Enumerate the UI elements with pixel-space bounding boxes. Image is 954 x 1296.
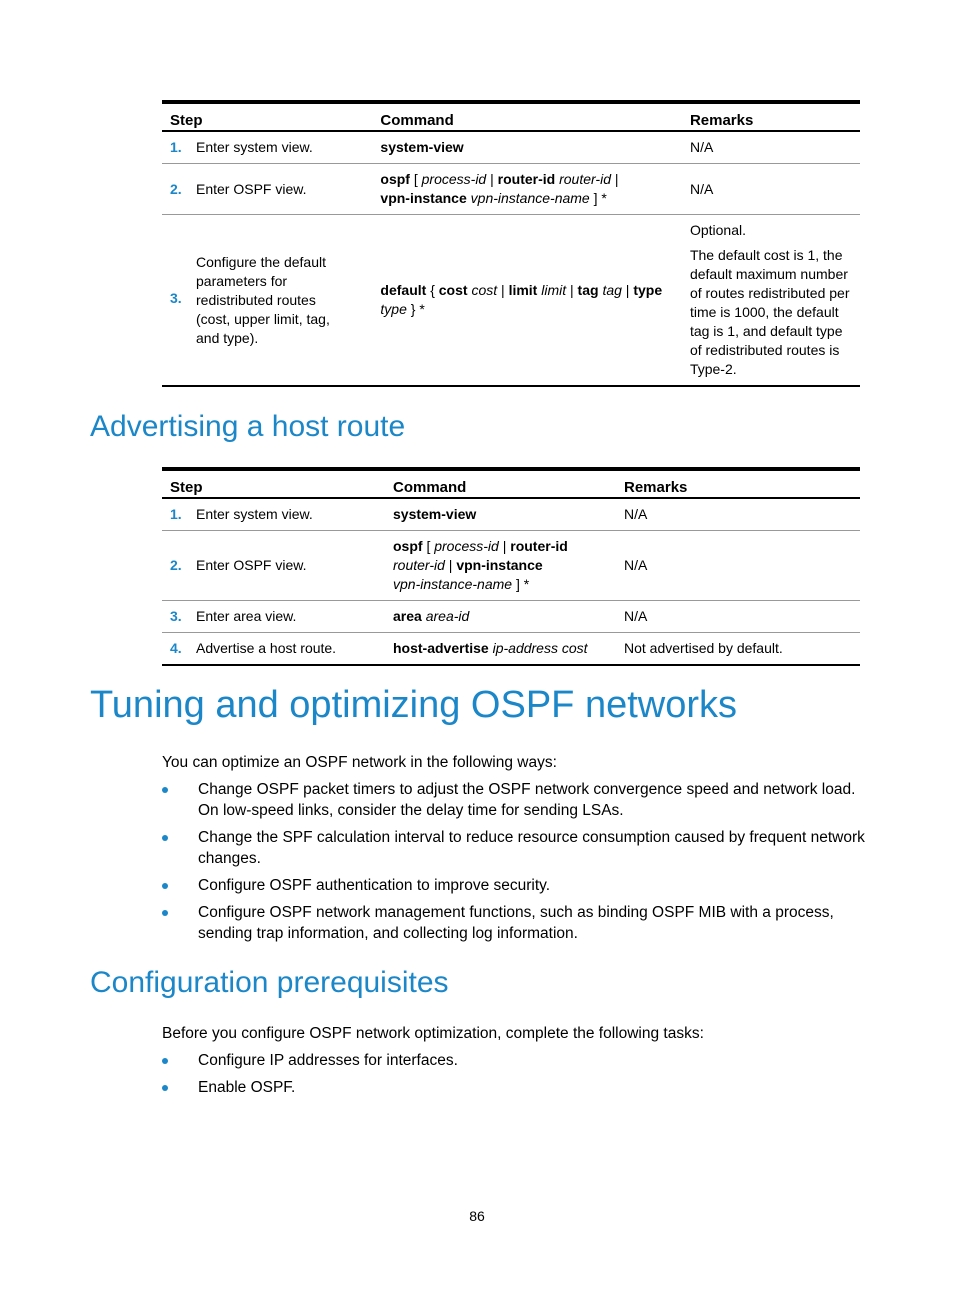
- chapter-title: Tuning and optimizing OSPF networks: [90, 684, 738, 726]
- syntax-star: *: [601, 190, 607, 206]
- command-argument: tag: [602, 282, 622, 298]
- remarks-optional: Optional.: [689, 222, 746, 238]
- bullet-icon: [162, 1058, 168, 1064]
- command-keyword: vpn-instance: [380, 190, 467, 206]
- remarks-cell: [682, 215, 860, 387]
- command-cell: [385, 601, 616, 633]
- syntax-pipe: |: [502, 538, 507, 554]
- command-keyword: limit: [508, 282, 538, 298]
- remarks-cell: N/A: [682, 164, 860, 215]
- command-argument: router-id: [559, 171, 611, 187]
- command-argument: area-id: [425, 608, 470, 624]
- step-text: Configure the default parameters for redistributed routes (cost, upper limit, tag, and type).: [196, 253, 330, 346]
- syntax-pipe: |: [614, 171, 619, 187]
- column-header-command: Command: [372, 102, 682, 131]
- section-heading-advertising: Advertising a host route: [90, 410, 406, 443]
- syntax-bracket: ]: [515, 576, 520, 592]
- step-number: 2.: [170, 557, 182, 573]
- remarks-cell: N/A: [616, 601, 860, 633]
- table-header-row: [162, 469, 860, 498]
- syntax-pipe: |: [625, 282, 630, 298]
- prereq-list: [162, 1050, 866, 1104]
- optimization-list: [162, 779, 866, 950]
- list-item-text: Configure OSPF authentication to improve security.: [198, 877, 551, 894]
- table-row: [162, 601, 860, 633]
- command-keyword: vpn-instance: [456, 557, 543, 573]
- syntax-star: *: [523, 576, 530, 592]
- step-number: 1.: [170, 139, 182, 155]
- syntax-bracket: [: [413, 171, 418, 187]
- command-keyword: area: [393, 608, 422, 624]
- command-argument: process-id: [421, 171, 487, 187]
- bullet-icon: [162, 787, 168, 793]
- table-row: [162, 633, 860, 666]
- command-keyword: type: [633, 282, 663, 298]
- host-route-table: [162, 467, 860, 666]
- list-item: [162, 779, 866, 821]
- table-row: [162, 164, 860, 215]
- step-text: Enter area view.: [196, 608, 297, 624]
- bullet-icon: [162, 1085, 168, 1091]
- list-item: [162, 827, 866, 869]
- list-item-text: Configure IP addresses for interfaces.: [198, 1052, 458, 1069]
- list-item-text: Change OSPF packet timers to adjust the OSPF network convergence speed and network load. On low-speed links, consider the delay time for sending LSAs.: [198, 781, 856, 819]
- step-number: 3.: [170, 608, 182, 624]
- remarks-cell: N/A: [616, 531, 860, 601]
- list-item-text: Configure OSPF network management functions, such as binding OSPF MIB with a process, sending trap information, and collecting log information.: [198, 904, 834, 942]
- command-keyword: system-view: [380, 139, 464, 155]
- step-number: 1.: [170, 506, 182, 522]
- command-argument: type: [380, 301, 407, 317]
- syntax-brace: }: [410, 301, 416, 317]
- section-heading-prerequisites: Configuration prerequisites: [90, 966, 449, 999]
- bullet-icon: [162, 835, 168, 841]
- list-item-text: Change the SPF calculation interval to reduce resource consumption caused by frequent network changes.: [198, 829, 865, 867]
- command-keyword: router-id: [510, 538, 568, 554]
- column-header-step: Step: [162, 102, 372, 131]
- remarks-default-text: The default cost is 1, the default maximum number of routes redistributed per time is 1000, the default tag is 1, and default type of redistributed routes is Type-2.: [689, 247, 850, 377]
- command-argument: ip-address: [492, 640, 558, 656]
- list-item: [162, 1077, 866, 1098]
- syntax-pipe: |: [490, 171, 494, 187]
- column-header-remarks: Remarks: [682, 102, 860, 131]
- column-header-remarks: Remarks: [616, 469, 860, 498]
- table-row: [162, 531, 860, 601]
- command-cell: [385, 633, 616, 666]
- table-row: [162, 215, 860, 387]
- syntax-pipe: |: [570, 282, 574, 298]
- page-number: 86: [469, 1208, 485, 1224]
- command-keyword: ospf: [380, 171, 410, 187]
- step-text: Enter system view.: [196, 506, 313, 522]
- syntax-bracket: [: [426, 538, 431, 554]
- command-argument: vpn-instance-name: [393, 576, 513, 592]
- list-item: [162, 875, 866, 896]
- command-keyword: tag: [577, 282, 599, 298]
- command-argument: cost: [471, 282, 498, 298]
- command-keyword: default: [380, 282, 427, 298]
- command-argument: router-id: [393, 557, 445, 573]
- remarks-cell: N/A: [682, 131, 860, 164]
- column-header-step: Step: [162, 469, 385, 498]
- step-text: Advertise a host route.: [196, 640, 337, 656]
- intro-paragraph: You can optimize an OSPF network in the following ways:: [162, 754, 557, 771]
- list-item: [162, 1050, 866, 1071]
- step-number: 2.: [170, 180, 182, 197]
- command-keyword: host-advertise: [393, 640, 489, 656]
- bullet-icon: [162, 883, 168, 889]
- syntax-brace: {: [430, 282, 435, 298]
- command-cell: [372, 215, 682, 387]
- command-keyword: cost: [438, 282, 468, 298]
- prereq-paragraph: Before you configure OSPF network optimization, complete the following tasks:: [162, 1025, 704, 1042]
- command-cell: [385, 531, 616, 601]
- command-argument: cost: [561, 640, 588, 656]
- command-cell: [385, 498, 616, 531]
- table-row: [162, 498, 860, 531]
- table-header-row: [162, 102, 860, 131]
- command-argument: process-id: [434, 538, 499, 554]
- command-cell: [372, 164, 682, 215]
- remarks-cell: Not advertised by default.: [616, 633, 860, 666]
- list-item: [162, 902, 866, 944]
- table-row: [162, 131, 860, 164]
- command-argument: limit: [541, 282, 567, 298]
- command-keyword: system-view: [393, 506, 477, 522]
- syntax-star: *: [419, 301, 425, 317]
- syntax-pipe: |: [448, 557, 453, 573]
- command-argument: vpn-instance-name: [470, 190, 590, 206]
- command-cell: [372, 131, 682, 164]
- step-text: Enter OSPF view.: [196, 180, 307, 197]
- step-text: Enter OSPF view.: [196, 557, 307, 573]
- step-text: Enter system view.: [196, 139, 313, 155]
- syntax-bracket: ]: [593, 190, 598, 206]
- remarks-cell: N/A: [616, 498, 860, 531]
- step-number: 4.: [170, 640, 182, 656]
- bullet-icon: [162, 910, 168, 916]
- step-number: 3.: [170, 289, 182, 306]
- command-keyword: ospf: [393, 538, 423, 554]
- redistribution-table: [162, 100, 860, 387]
- command-keyword: router-id: [497, 171, 556, 187]
- column-header-command: Command: [385, 469, 616, 498]
- syntax-pipe: |: [501, 282, 505, 298]
- list-item-text: Enable OSPF.: [198, 1079, 296, 1096]
